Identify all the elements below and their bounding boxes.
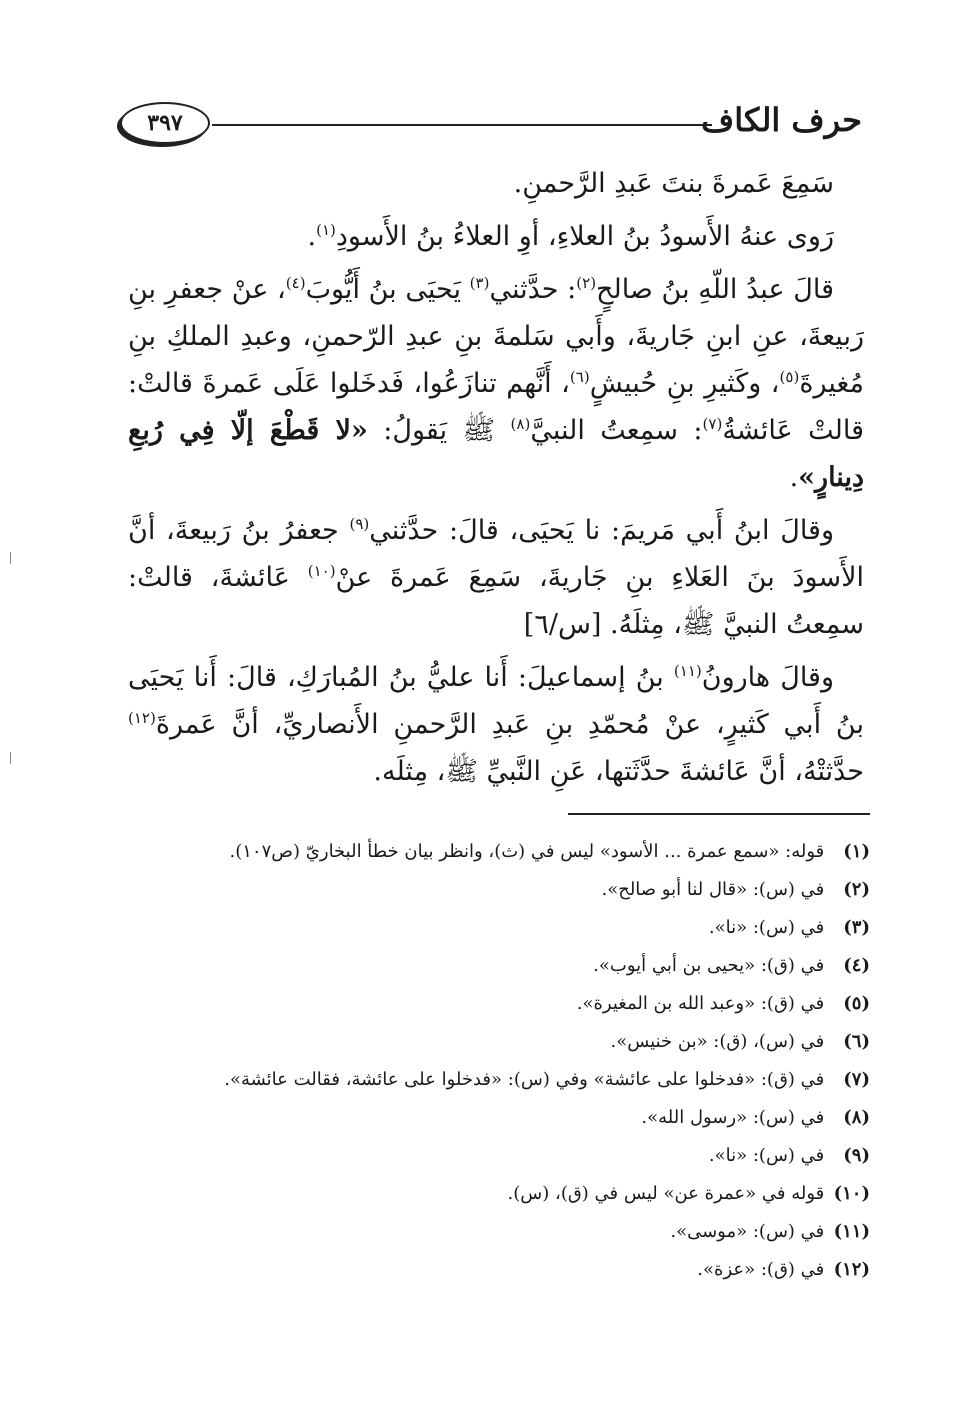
main-text [128, 160, 864, 801]
footnote-text: في (س): «قال لنا أبو صالح». [601, 879, 825, 900]
footnote-marker: (٩) [349, 515, 370, 533]
footnote-number: (٥) [843, 993, 870, 1014]
header-rule [212, 124, 712, 126]
text-run: وقالَ ابنُ أَبي مَريمَ: نا يَحيَى، قالَ: حدَّثني [369, 515, 834, 546]
footnote-marker: (٤) [285, 274, 306, 292]
text-run: . [789, 462, 799, 493]
footnote-marker: (٨) [510, 415, 531, 433]
footnote-marker: (٣) [469, 274, 490, 292]
footnote-number: (٢) [843, 879, 870, 900]
footnote-number: (٩) [843, 1145, 870, 1166]
footnote [128, 1023, 870, 1061]
paragraph [128, 160, 864, 207]
footnote-text: في (س): «رسول الله». [641, 1107, 825, 1128]
footnote [128, 947, 870, 985]
paragraph [128, 507, 864, 648]
footnote [128, 1175, 870, 1213]
text-line: . [307, 221, 317, 252]
footnote-text: في (ق): «وعبد الله بن المغيرة». [576, 993, 825, 1014]
footnote-marker: (١٠) [307, 562, 336, 580]
paragraph [128, 266, 864, 501]
footnote-separator [568, 813, 870, 815]
footnote-marker: (١١) [673, 662, 702, 680]
footnote-marker: (٧) [702, 415, 723, 433]
footnote-marker: (٥) [779, 368, 800, 386]
footnote [128, 833, 870, 871]
hadith-quote: «لا قَطْعَ إلّا فِي رُبعِ دِينارٍ» [128, 415, 864, 493]
page-number: ٣٩٧ [120, 102, 210, 144]
manuscript-ref: [س/٦] [523, 609, 611, 640]
text-run: ﷺ يَقولُ: [367, 415, 511, 446]
footnote-text: قوله: «سمع عمرة ... الأسود» ليس في (ث)، وانظر بيان خطأ البخاريّ (ص١٠٧). [229, 841, 825, 862]
text-run: جعفرُ بنُ رَبيعةَ، أنَّ الأَسودَ بنَ العَلاءِ بنِ جَاريةَ، سَمِعَ عَمرةَ عنْ [128, 515, 864, 593]
footnote [128, 871, 870, 909]
text-line: رَوى عنهُ الأَسودُ بنُ العلاءِ، أوِ العلاءُ بنُ الأَسودِ [335, 221, 834, 252]
footnote-number: (٤) [843, 955, 870, 976]
text-run: ، عنْ جعفرِ بنِ رَبيعةَ، عنِ ابنِ جَاريةَ، وأَبي سَلمةَ بنِ عبدِ الرّحمنِ، وعبدِ الملكِ بنِ مُغيرةَ [128, 274, 864, 399]
footnote-number: (١٠) [833, 1183, 870, 1204]
chapter-title: حرف الكاف [701, 101, 862, 139]
text-line: سَمِعَ عَمرةَ بنتَ عَبدِ الرَّحمنِ. [513, 168, 834, 199]
footnote-number: (١١) [833, 1221, 870, 1242]
footnote-number: (٧) [843, 1069, 870, 1090]
footnote [128, 1137, 870, 1175]
footnote-marker: (٦) [569, 368, 590, 386]
footnote [128, 909, 870, 947]
scan-mark [10, 552, 11, 564]
text-run: قالَ عبدُ اللّهِ بنُ صالحٍ [596, 274, 834, 305]
footnote-number: (٦) [843, 1031, 870, 1052]
footnote-text: قوله في «عمرة عن» ليس في (ق)، (س). [507, 1183, 825, 1204]
footnote-marker: (١) [316, 221, 336, 239]
footnote [128, 1099, 870, 1137]
footnote [128, 1061, 870, 1099]
scan-mark [10, 752, 11, 764]
paragraph [128, 213, 864, 260]
text-run: حدَّثتْهُ، أنَّ عَائشةَ حدَّثَتها، عَنِ النَّبيِّ ﷺ، مِثلَه. [373, 756, 864, 787]
footnote [128, 1213, 870, 1251]
text-run: يَحيَى بنُ أَيُّوبَ [305, 274, 470, 305]
footnote-marker: (٢) [576, 274, 597, 292]
paragraph [128, 654, 864, 795]
text-run: : سمِعتُ النبيَّ [530, 415, 703, 446]
footnote-number: (٨) [843, 1107, 870, 1128]
text-run: عَائشةَ، قالتْ: سمِعتُ النبيَّ ﷺ، مِثلَهُ. [128, 562, 864, 640]
text-run: وقالَ هارونُ [701, 662, 834, 693]
footnote-text: في (س): «نا». [708, 1145, 825, 1166]
footnote-text: في (س)، (ق): «بن خنيس». [610, 1031, 825, 1052]
footnote-marker: (١٢) [128, 709, 156, 727]
footnotes-list [128, 833, 870, 1289]
footnote [128, 985, 870, 1023]
running-header [120, 100, 862, 146]
footnote-text: في (س): «موسى». [670, 1221, 825, 1242]
text-run: : حدَّثني [489, 274, 577, 305]
text-run: ، وكَثيرِ بنِ حُبيشٍ [589, 368, 780, 399]
footnote-text: في (ق): «فدخلوا على عائشة» وفي (س): «فدخلوا على عائشة، فقالت عائشة». [224, 1069, 825, 1090]
text-run: ، أَنَّهم تنازَعُوا، فَدخَلوا عَلَى عَمرةَ قالتْ: قالتْ عَائشةُ [128, 368, 865, 446]
footnote [128, 1251, 870, 1289]
footnote-text: في (ق): «يحيى بن أبي أيوب». [593, 955, 825, 976]
footnote-number: (٣) [843, 917, 870, 938]
footnote-number: (١) [843, 841, 870, 862]
text-run: بنُ إسماعيلَ: أَنا عليُّ بنُ المُبارَكِ، قالَ: أَنا يَحيَى بنُ أَبي كَثيرٍ، عنْ مُحمّدِ بنِ عَبدِ الرَّحمنِ الأَنصاريِّ، أنَّ عَمرةَ [128, 662, 864, 740]
footnote-text: في (ق): «عزة». [697, 1259, 825, 1280]
footnote-text: في (س): «نا». [708, 917, 825, 938]
footnote-number: (١٢) [833, 1259, 870, 1280]
